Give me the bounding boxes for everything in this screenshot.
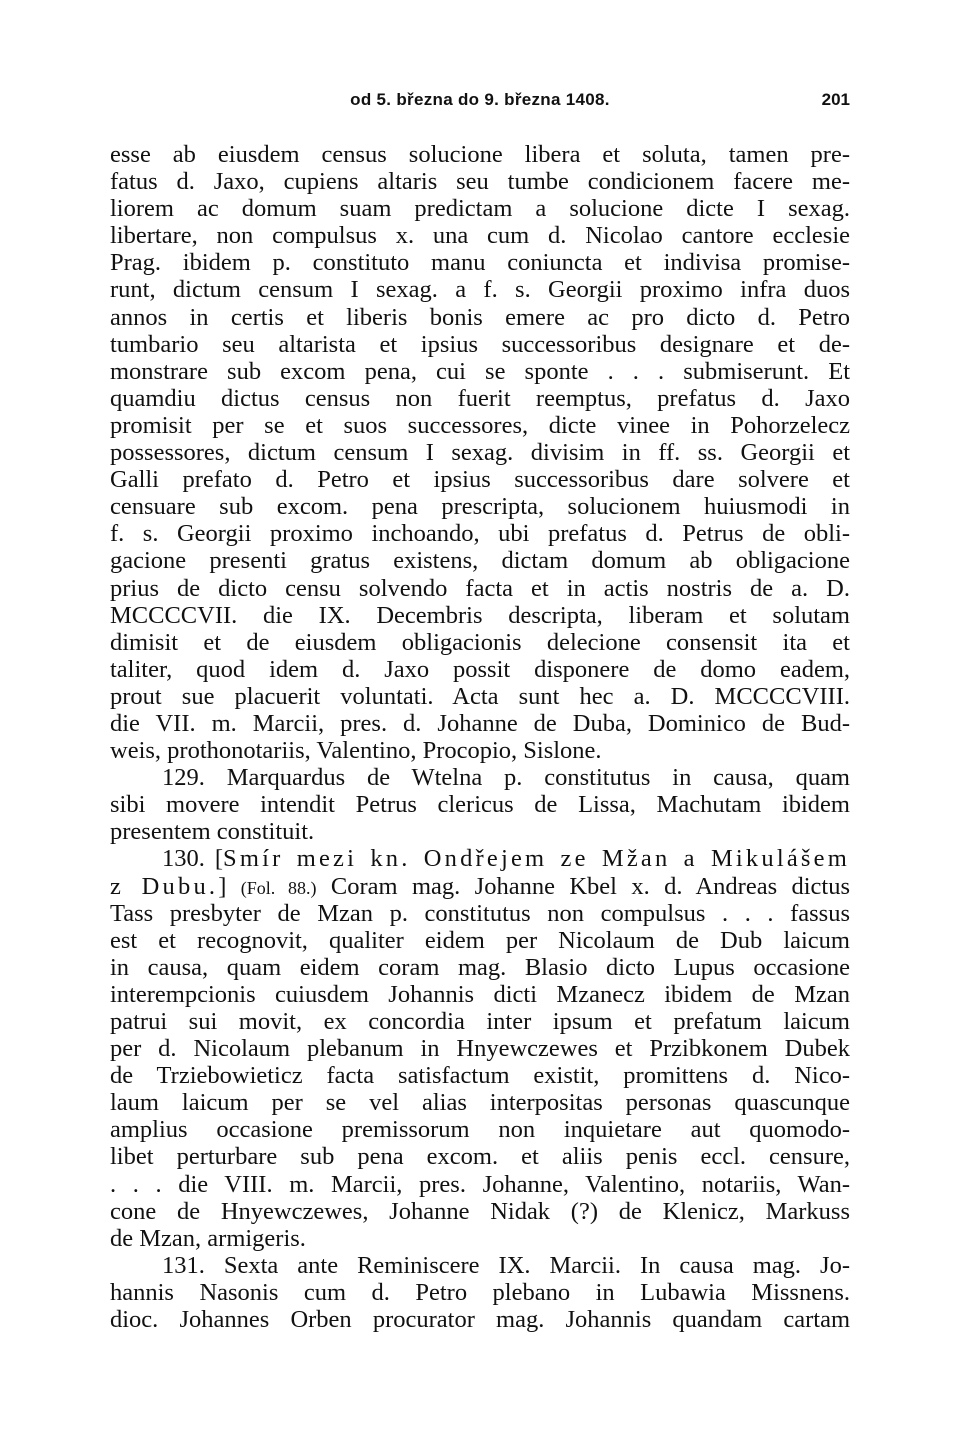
- entry-heading-spaced: Smír mezi kn. Ondřejem ze Mžan a Mikulášem: [223, 845, 850, 873]
- text-line: Prag. ibidem p. constituto manu coniuncta et indivisa promise-: [110, 249, 850, 277]
- text-line: dimisit et de eiusdem obligacionis delecione consensit ita et: [110, 628, 850, 656]
- text-line: de Mzan, armigeris.: [110, 1224, 306, 1252]
- text-line: per d. Nicolaum plebanum in Hnyewczewes et Przibkonem Dubek: [110, 1035, 850, 1063]
- text-line: tumbario seu altarista et ipsius successoribus designare et de-: [110, 330, 850, 358]
- text-run: Coram mag. Johanne Kbel x. d. Andreas dictus: [316, 872, 851, 900]
- text-line: gacione presenti gratus existens, dictam domum ab obligacione: [110, 547, 850, 575]
- text-line: hannis Nasonis cum d. Petro plebano in Lubawia Missnens.: [110, 1278, 850, 1306]
- text-line: est et recognovit, qualiter eidem per Nicolaum de Dub laicum: [110, 926, 850, 954]
- text-line: runt, dictum censum I sexag. a f. s. Georgii proximo infra duos: [110, 276, 850, 304]
- text-line: annos in certis et liberis bonis emere ac pro dicto d. Petro: [110, 303, 850, 331]
- text-line: taliter, quod idem d. Jaxo possit disponere de domo eadem,: [110, 655, 850, 683]
- entry-129-line: 129. Marquardus de Wtelna p. constitutus in causa, quam: [162, 764, 850, 792]
- text-line: libet perturbare sub pena excom. et aliis penis eccl. censure,: [110, 1143, 850, 1171]
- text-line: MCCCCVII. die IX. Decembris descripta, liberam et solutam: [110, 601, 850, 629]
- text-line: liorem ac domum suam predictam a solucione dicte I sexag.: [110, 195, 850, 223]
- folio-reference: (Fol. 88.): [240, 877, 317, 898]
- text-line: monstrare sub excom pena, cui se sponte . . . submiserunt. Et: [110, 357, 850, 385]
- text-line: prout sue placuerit voluntati. Acta sunt hec a. D. MCCCCVIII.: [110, 682, 850, 710]
- entry-number: 130. [: [162, 845, 224, 873]
- text-line: esse ab eiusdem census solucione libera et soluta, tamen pre-: [110, 141, 850, 168]
- text-line: patrui sui movit, ex concordia inter ipsum et prefatum laicum: [110, 1008, 850, 1035]
- text-line: presentem constituit.: [110, 818, 315, 846]
- text-line: sibi movere intendit Petrus clericus de Lissa, Machutam ibidem: [110, 791, 850, 819]
- bracket-close: ]: [218, 872, 241, 900]
- running-header: [110, 90, 850, 116]
- running-title: od 5. března do 9. března 1408.: [350, 90, 610, 109]
- text-line: . . . die VIII. m. Marcii, pres. Johanne, Valentino, notariis, Wan-: [110, 1170, 850, 1198]
- page-number: 201: [821, 90, 850, 109]
- text-line: cone de Hnyewczewes, Johanne Nidak (?) de Klenicz, Markuss: [110, 1197, 850, 1225]
- entry-130-heading-line: [110, 845, 850, 872]
- text-line: die VII. m. Marcii, pres. d. Johanne de Duba, Dominico de Bud-: [110, 709, 850, 737]
- text-line: Tass presbyter de Mzan p. constitutus non compulsus . . . fassus: [110, 899, 850, 927]
- text-line: Galli prefato d. Petro et ipsius successoribus dare solvere et: [110, 466, 850, 494]
- text-line: censuare sub excom. pena prescripta, solucionem huiusmodi in: [110, 493, 850, 521]
- text-line: quamdiu dictus census non fuerit reemptus, prefatus d. Jaxo: [110, 384, 850, 412]
- text-line: in causa, quam eidem coram mag. Blasio dicto Lupus occasione: [110, 953, 850, 981]
- entry-130-line: [110, 873, 850, 900]
- entry-131-line: 131. Sexta ante Reminiscere IX. Marcii. In causa mag. Jo-: [162, 1251, 850, 1279]
- text-line: prius de dicto censu solvendo facta et in actis nostris de a. D.: [110, 574, 850, 602]
- text-line: laum laicum per se vel alias interpositas personas quascunque: [110, 1089, 850, 1117]
- text-line: promisit per se et suos successores, dicte vinee in Pohorzelecz: [110, 411, 850, 439]
- entry-heading-spaced-end: z Dubu.: [110, 872, 219, 900]
- body-text: [110, 141, 850, 1333]
- text-line: libertare, non compulsus x. una cum d. Nicolao cantore ecclesie: [110, 222, 850, 250]
- text-line: f. s. Georgii proximo inchoando, ubi prefatus d. Petrus de obli-: [110, 520, 850, 548]
- text-line: dioc. Johannes Orben procurator mag. Johannis quandam cartam: [110, 1306, 850, 1334]
- text-line: weis, prothonotariis, Valentino, Procopio, Sislone.: [110, 737, 602, 765]
- text-line: fatus d. Jaxo, cupiens altaris seu tumbe condicionem facere me-: [110, 168, 850, 196]
- text-line: possessores, dictum censum I sexag. divisim in ff. ss. Georgii et: [110, 439, 850, 467]
- text-line: interempcionis cuiusdem Johannis dicti Mzanecz ibidem de Mzan: [110, 980, 850, 1008]
- text-line: amplius occasione premissorum non inquietare aut quomodo-: [110, 1116, 850, 1144]
- text-line: de Trziebowieticz facta satisfactum existit, promittens d. Nico-: [110, 1062, 850, 1090]
